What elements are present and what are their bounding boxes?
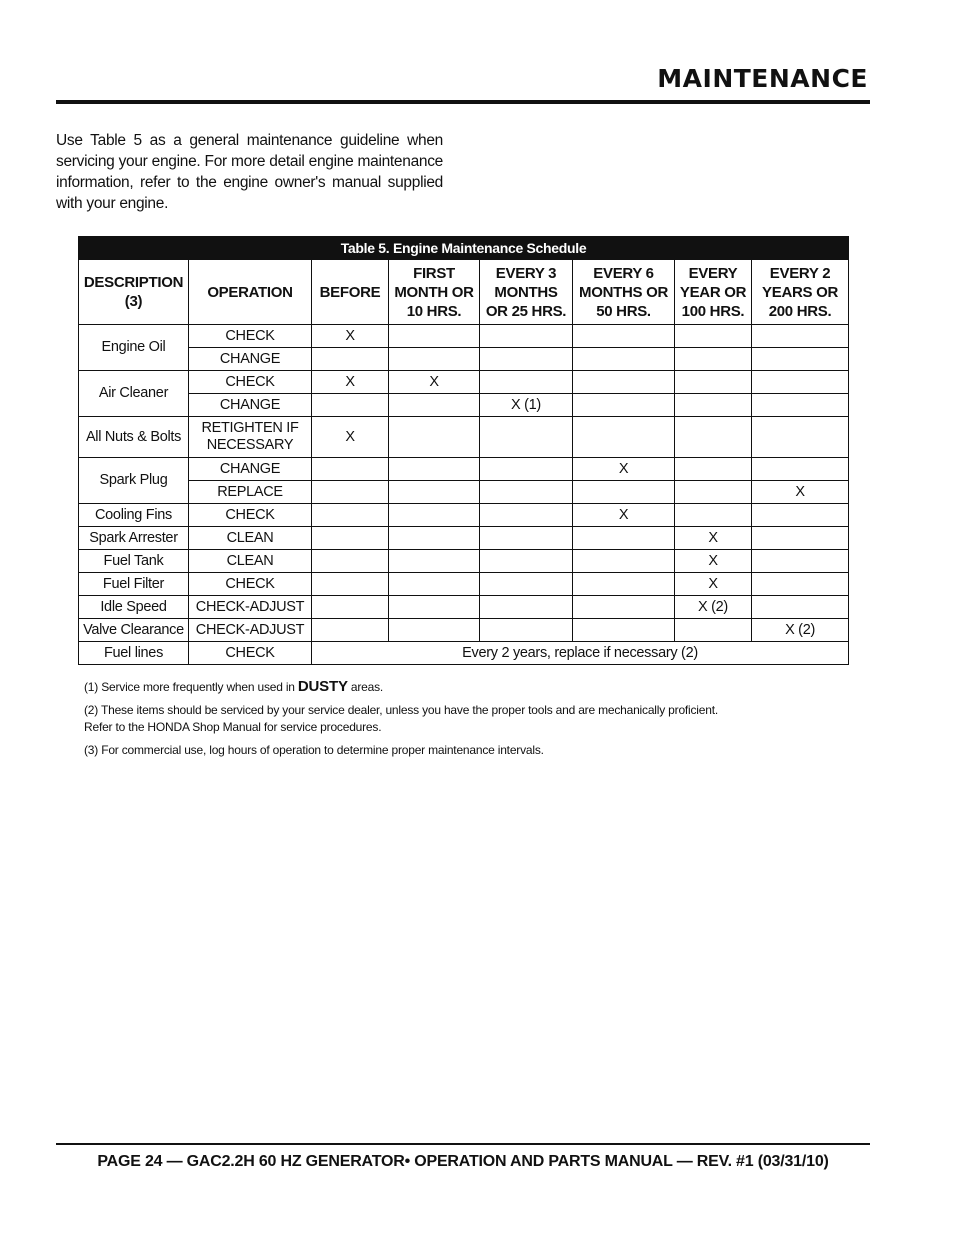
- row-operation: CHANGE: [189, 458, 312, 481]
- cell-every-2-years: X (2): [752, 619, 849, 642]
- table-row: [79, 642, 849, 665]
- row-operation: CHANGE: [189, 348, 312, 371]
- cell-every-6-months: X: [573, 504, 675, 527]
- footnote-1-suffix: areas.: [350, 680, 384, 694]
- row-operation: REPLACE: [189, 481, 312, 504]
- table-footnotes: [84, 678, 744, 765]
- section-title: MAINTENANCE: [657, 64, 868, 93]
- row-operation: CLEAN: [189, 550, 312, 573]
- row-operation: CHECK-ADJUST: [189, 596, 312, 619]
- table-row: [79, 371, 849, 394]
- table-row: [79, 619, 849, 642]
- row-operation: CHECK-ADJUST: [189, 619, 312, 642]
- cell-every-year: X: [675, 527, 752, 550]
- cell-every-2-years: X: [752, 481, 849, 504]
- table-row: [79, 504, 849, 527]
- col-header-every-2-years: EVERY 2 YEARS OR 200 HRS.: [752, 260, 849, 325]
- row-operation: CHECK: [189, 642, 312, 665]
- row-description: Spark Arrester: [79, 527, 189, 550]
- row-operation: CHANGE: [189, 394, 312, 417]
- cell-every-year: X: [675, 550, 752, 573]
- cell-first-month: X: [389, 371, 480, 394]
- cell-every-3-months: X (1): [480, 394, 573, 417]
- row-description: All Nuts & Bolts: [79, 417, 189, 458]
- col-header-every-6-months: EVERY 6 MONTHS OR 50 HRS.: [573, 260, 675, 325]
- row-operation: CLEAN: [189, 527, 312, 550]
- table-row: [79, 458, 849, 481]
- table-row: [79, 325, 849, 348]
- row-description: Cooling Fins: [79, 504, 189, 527]
- table-caption: Table 5. Engine Maintenance Schedule: [79, 237, 849, 260]
- col-header-every-year: EVERY YEAR OR 100 HRS.: [675, 260, 752, 325]
- col-header-description: DESCRIPTION (3): [79, 260, 189, 325]
- page-footer: PAGE 24 — GAC2.2H 60 HZ GENERATOR• OPERATION AND PARTS MANUAL — REV. #1 (03/31/10): [97, 1153, 829, 1170]
- row-description: Idle Speed: [79, 596, 189, 619]
- cell-before: X: [312, 325, 389, 348]
- table-row: [79, 394, 849, 417]
- footnote-2: (2) These items should be serviced by your service dealer, unless you have the proper tools and are mechanically proficient. Refer to the HONDA Shop Manual for service procedures.: [84, 703, 718, 734]
- footer-rule: [56, 1143, 870, 1145]
- header-rule: [56, 100, 870, 104]
- row-description: Engine Oil: [79, 325, 189, 371]
- row-operation: CHECK: [189, 371, 312, 394]
- dusty-emphasis: DUSTY: [297, 678, 348, 695]
- row-operation: CHECK: [189, 504, 312, 527]
- footnote-1-text: (1) Service more frequently when used in: [84, 680, 295, 694]
- cell-every-year: X: [675, 573, 752, 596]
- cell-every-year: X (2): [675, 596, 752, 619]
- footnote-3: (3) For commercial use, log hours of operation to determine proper maintenance intervals.: [84, 743, 544, 757]
- table-header-row: [79, 260, 849, 325]
- row-description: Valve Clearance: [79, 619, 189, 642]
- row-description: Fuel Tank: [79, 550, 189, 573]
- maintenance-schedule-table: [78, 236, 849, 665]
- row-description: Spark Plug: [79, 458, 189, 504]
- row-operation: CHECK: [189, 573, 312, 596]
- table-row: [79, 417, 849, 458]
- table-row: [79, 527, 849, 550]
- row-description: Fuel lines: [79, 642, 189, 665]
- col-header-every-3-months: EVERY 3 MONTHS OR 25 HRS.: [480, 260, 573, 325]
- row-operation: RETIGHTEN IF NECESSARY: [189, 417, 312, 458]
- cell-before: X: [312, 417, 389, 458]
- table-row: [79, 596, 849, 619]
- row-description: Fuel Filter: [79, 573, 189, 596]
- row-operation: CHECK: [189, 325, 312, 348]
- table-row: [79, 573, 849, 596]
- intro-paragraph: Use Table 5 as a general maintenance guideline when servicing your engine. For more detail engine maintenance information, refer to the engine owner's manual supplied with your engine.: [56, 131, 443, 212]
- table-row: [79, 481, 849, 504]
- table-row: [79, 550, 849, 573]
- col-header-operation: OPERATION: [189, 260, 312, 325]
- row-description: Air Cleaner: [79, 371, 189, 417]
- fuel-lines-note: Every 2 years, replace if necessary (2): [312, 642, 849, 665]
- cell-every-6-months: X: [573, 458, 675, 481]
- col-header-first-month: FIRST MONTH OR 10 HRS.: [389, 260, 480, 325]
- cell-before: X: [312, 371, 389, 394]
- footnote-1: [84, 678, 744, 696]
- table-row: [79, 348, 849, 371]
- col-header-before: BEFORE: [312, 260, 389, 325]
